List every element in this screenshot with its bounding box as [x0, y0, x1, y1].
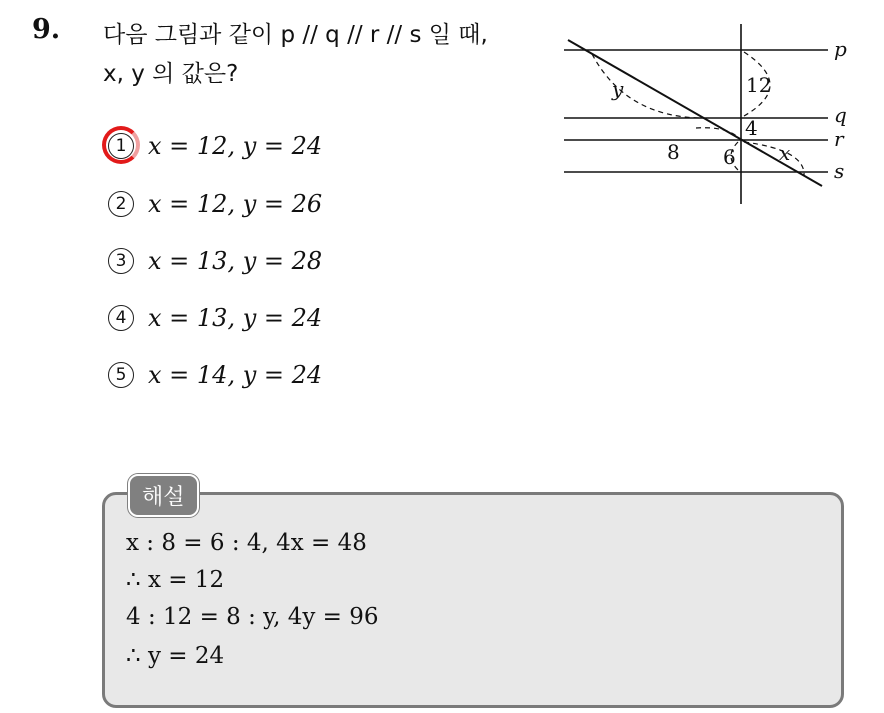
solution-line-3: 4 : 12 = 8 : y, 4y = 96: [126, 604, 379, 630]
solution-line-2: ∴ x = 12: [126, 567, 225, 593]
label-8: 8: [667, 140, 680, 164]
choice-text: x = 13, y = 28: [148, 247, 323, 275]
choice-text: x = 12, y = 24: [148, 132, 323, 160]
label-6: 6: [723, 145, 736, 169]
choice-2[interactable]: [108, 187, 322, 221]
question-number: 9.: [32, 14, 61, 45]
8-bracket: [696, 128, 739, 138]
label-y: y: [612, 77, 624, 101]
solution-line-4: ∴ y = 24: [126, 643, 225, 669]
choice-number: 4: [108, 305, 134, 331]
choice-text: x = 14, y = 24: [148, 361, 323, 389]
label-4: 4: [745, 116, 758, 140]
choice-number: 1: [108, 133, 134, 159]
choice-number: 5: [108, 362, 134, 388]
question-text-line1: 다음 그림과 같이 p // q // r // s 일 때,: [103, 22, 488, 48]
label-q: q: [834, 103, 847, 127]
choice-number: 2: [108, 191, 134, 217]
choice-text: x = 13, y = 24: [148, 304, 323, 332]
solution-box: [102, 492, 844, 708]
choice-number: 3: [108, 248, 134, 274]
label-p: p: [834, 37, 847, 61]
choice-4[interactable]: [108, 301, 322, 335]
choice-text: x = 12, y = 26: [148, 190, 323, 218]
choice-1[interactable]: [108, 129, 322, 163]
label-x: x: [779, 141, 791, 165]
label-12: 12: [746, 73, 772, 97]
parallel-lines-figure: [556, 16, 856, 212]
choice-3[interactable]: [108, 244, 322, 278]
label-s: s: [834, 159, 845, 183]
solution-tag: 해설: [128, 474, 199, 517]
red-circle-mark: [102, 126, 140, 164]
choice-5[interactable]: [108, 358, 322, 392]
label-r: r: [834, 127, 844, 151]
question-text-line2: x, y 의 값은?: [103, 61, 239, 87]
solution-line-1: x : 8 = 6 : 4, 4x = 48: [126, 530, 367, 556]
